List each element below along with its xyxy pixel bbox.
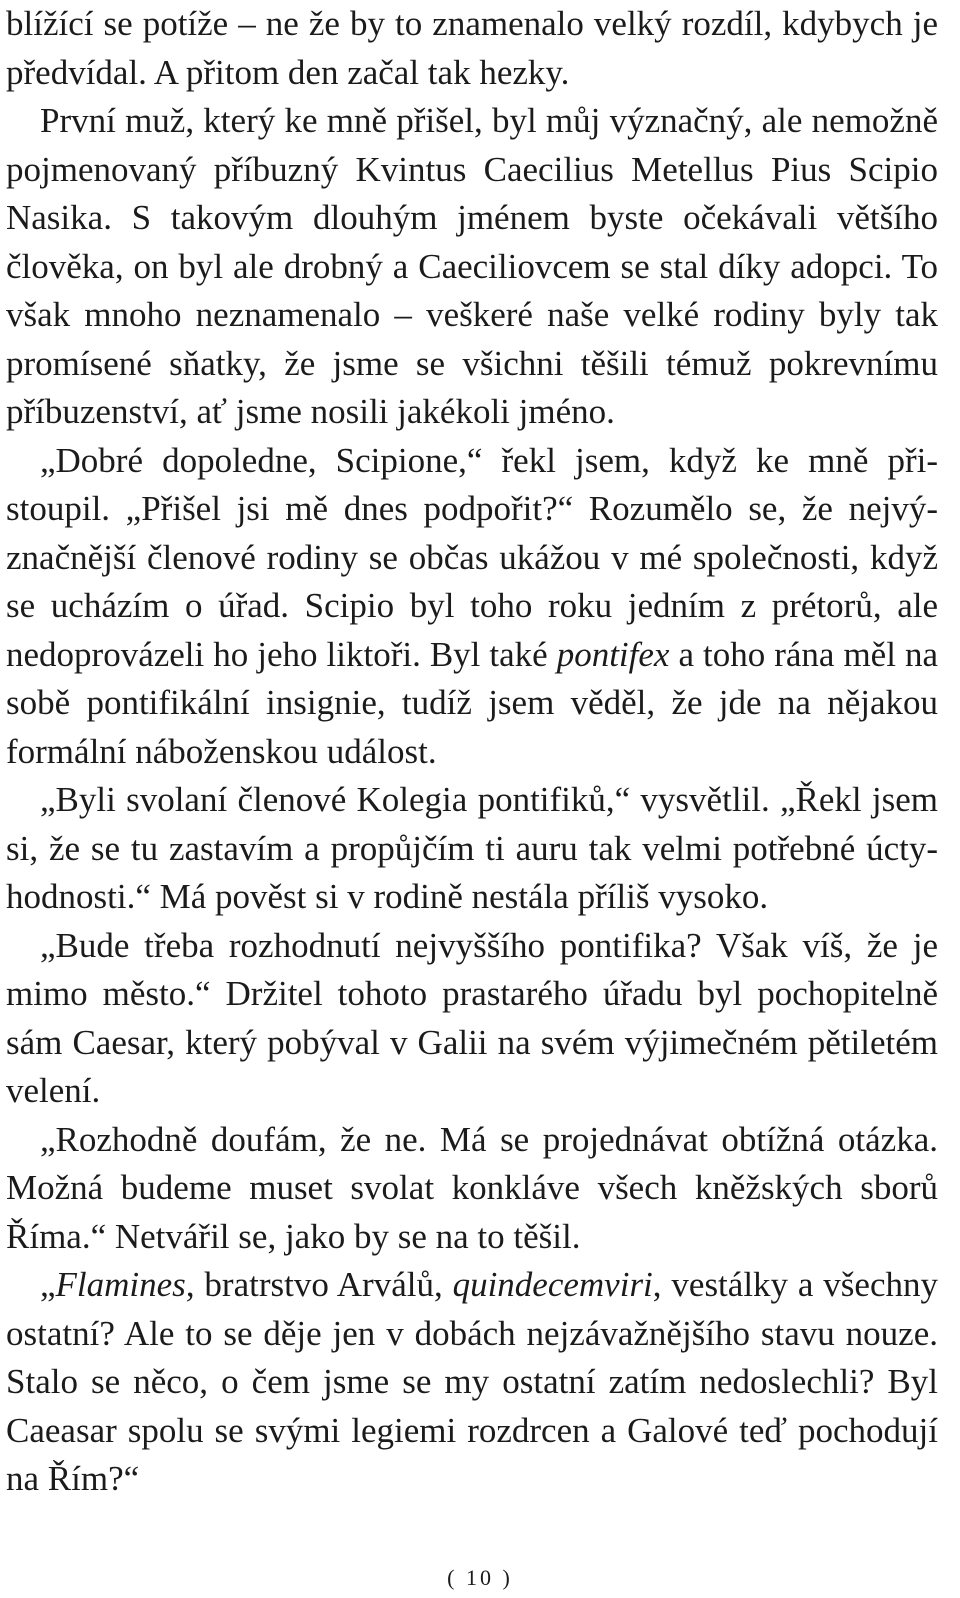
text-run: a toho rána měl na sobě pontifikální insignie, tudíž jsem věděl, že jde na nějakou formální náboženskou událost. [6, 634, 938, 771]
text-run: „Bude třeba rozhodnutí nejvyššího pontifika? Však víš, že je mimo město.“ Držitel tohoto prastarého úřadu byl pochopitelně sám Caesar, který pobýval v Galii na svém výjimečném pětiletém velení. [6, 925, 938, 1110]
italic-term: quindecemviri [452, 1265, 653, 1304]
text-run: , vestálky a všechny ostatní? Ale to se děje jen v dobách nejzávažnějšího stavu nouze. Stalo se něco, o čem jsme se my ostatní zatím nedoslechli? Byl Caeasar spolu se svými legiemi rozdrcen a Galové teď pochodují na Řím?“ [6, 1265, 938, 1498]
italic-term: Flamines [55, 1265, 186, 1304]
text-run: „Rozhodně doufám, že ne. Má se projednávat obtížná otázka. Možná budeme muset svolat konkláve všech kněžských sborů Říma.“ Netvářil se, jako by se na to těšil. [6, 1119, 938, 1256]
paragraph [6, 776, 938, 922]
text-run: , bratrstvo Arválů, [185, 1265, 453, 1304]
text-run: První muž, který ke mně přišel, byl můj význačný, ale nemožně pojmenovaný příbuzný Kvintus Caecilius Metellus Pius Scipio Nasika. S takovým dlouhým jménem byste očekávali většího člověka, on byl ale drobný a Caeciliovcem se stal díky adopci. To však mnoho neznamenalo – veškeré naše velké rodiny byly tak promísené sňatky, že jsme se všichni těšili témuž pokrevnímu příbuzenství, ať jsme nosili jakékoli jméno. [6, 101, 938, 431]
paragraph [6, 437, 938, 777]
paragraph [6, 0, 938, 97]
text-run: blížící se potíže – ne že by to znamenalo velký rozdíl, kdybych je předvídal. A přitom den začal tak hezky. [6, 4, 938, 92]
body-text [6, 0, 938, 1504]
paragraph [6, 1116, 938, 1262]
text-run: „ [40, 1265, 56, 1304]
italic-term: pontifex [556, 634, 670, 674]
page-number: ( 10 ) [447, 1565, 513, 1590]
paragraph [6, 922, 938, 1116]
text-run: „Dobré dopoledne, Scipione,“ řekl jsem, když ke mně přistoupil. „Přišel jsi mě dnes podpořit?“ Rozumělo se, že nejvýznačnější členové rodiny se občas ukážou v mé společnosti, když se ucházím o úřad. Scipio byl toho roku jedním z prétorů, ale nedoprovázeli ho jeho liktoři. Byl také [6, 440, 938, 674]
text-run: „Byli svolaní členové Kolegia pontifiků,“ vysvětlil. „Řekl jsem si, že se tu zastavím a propůjčím ti auru tak velmi potřebné úctyhodnosti.“ Má pověst si v rodině nestála příliš vysoko. [6, 780, 938, 916]
paragraph [6, 97, 938, 437]
paragraph [6, 1261, 938, 1504]
